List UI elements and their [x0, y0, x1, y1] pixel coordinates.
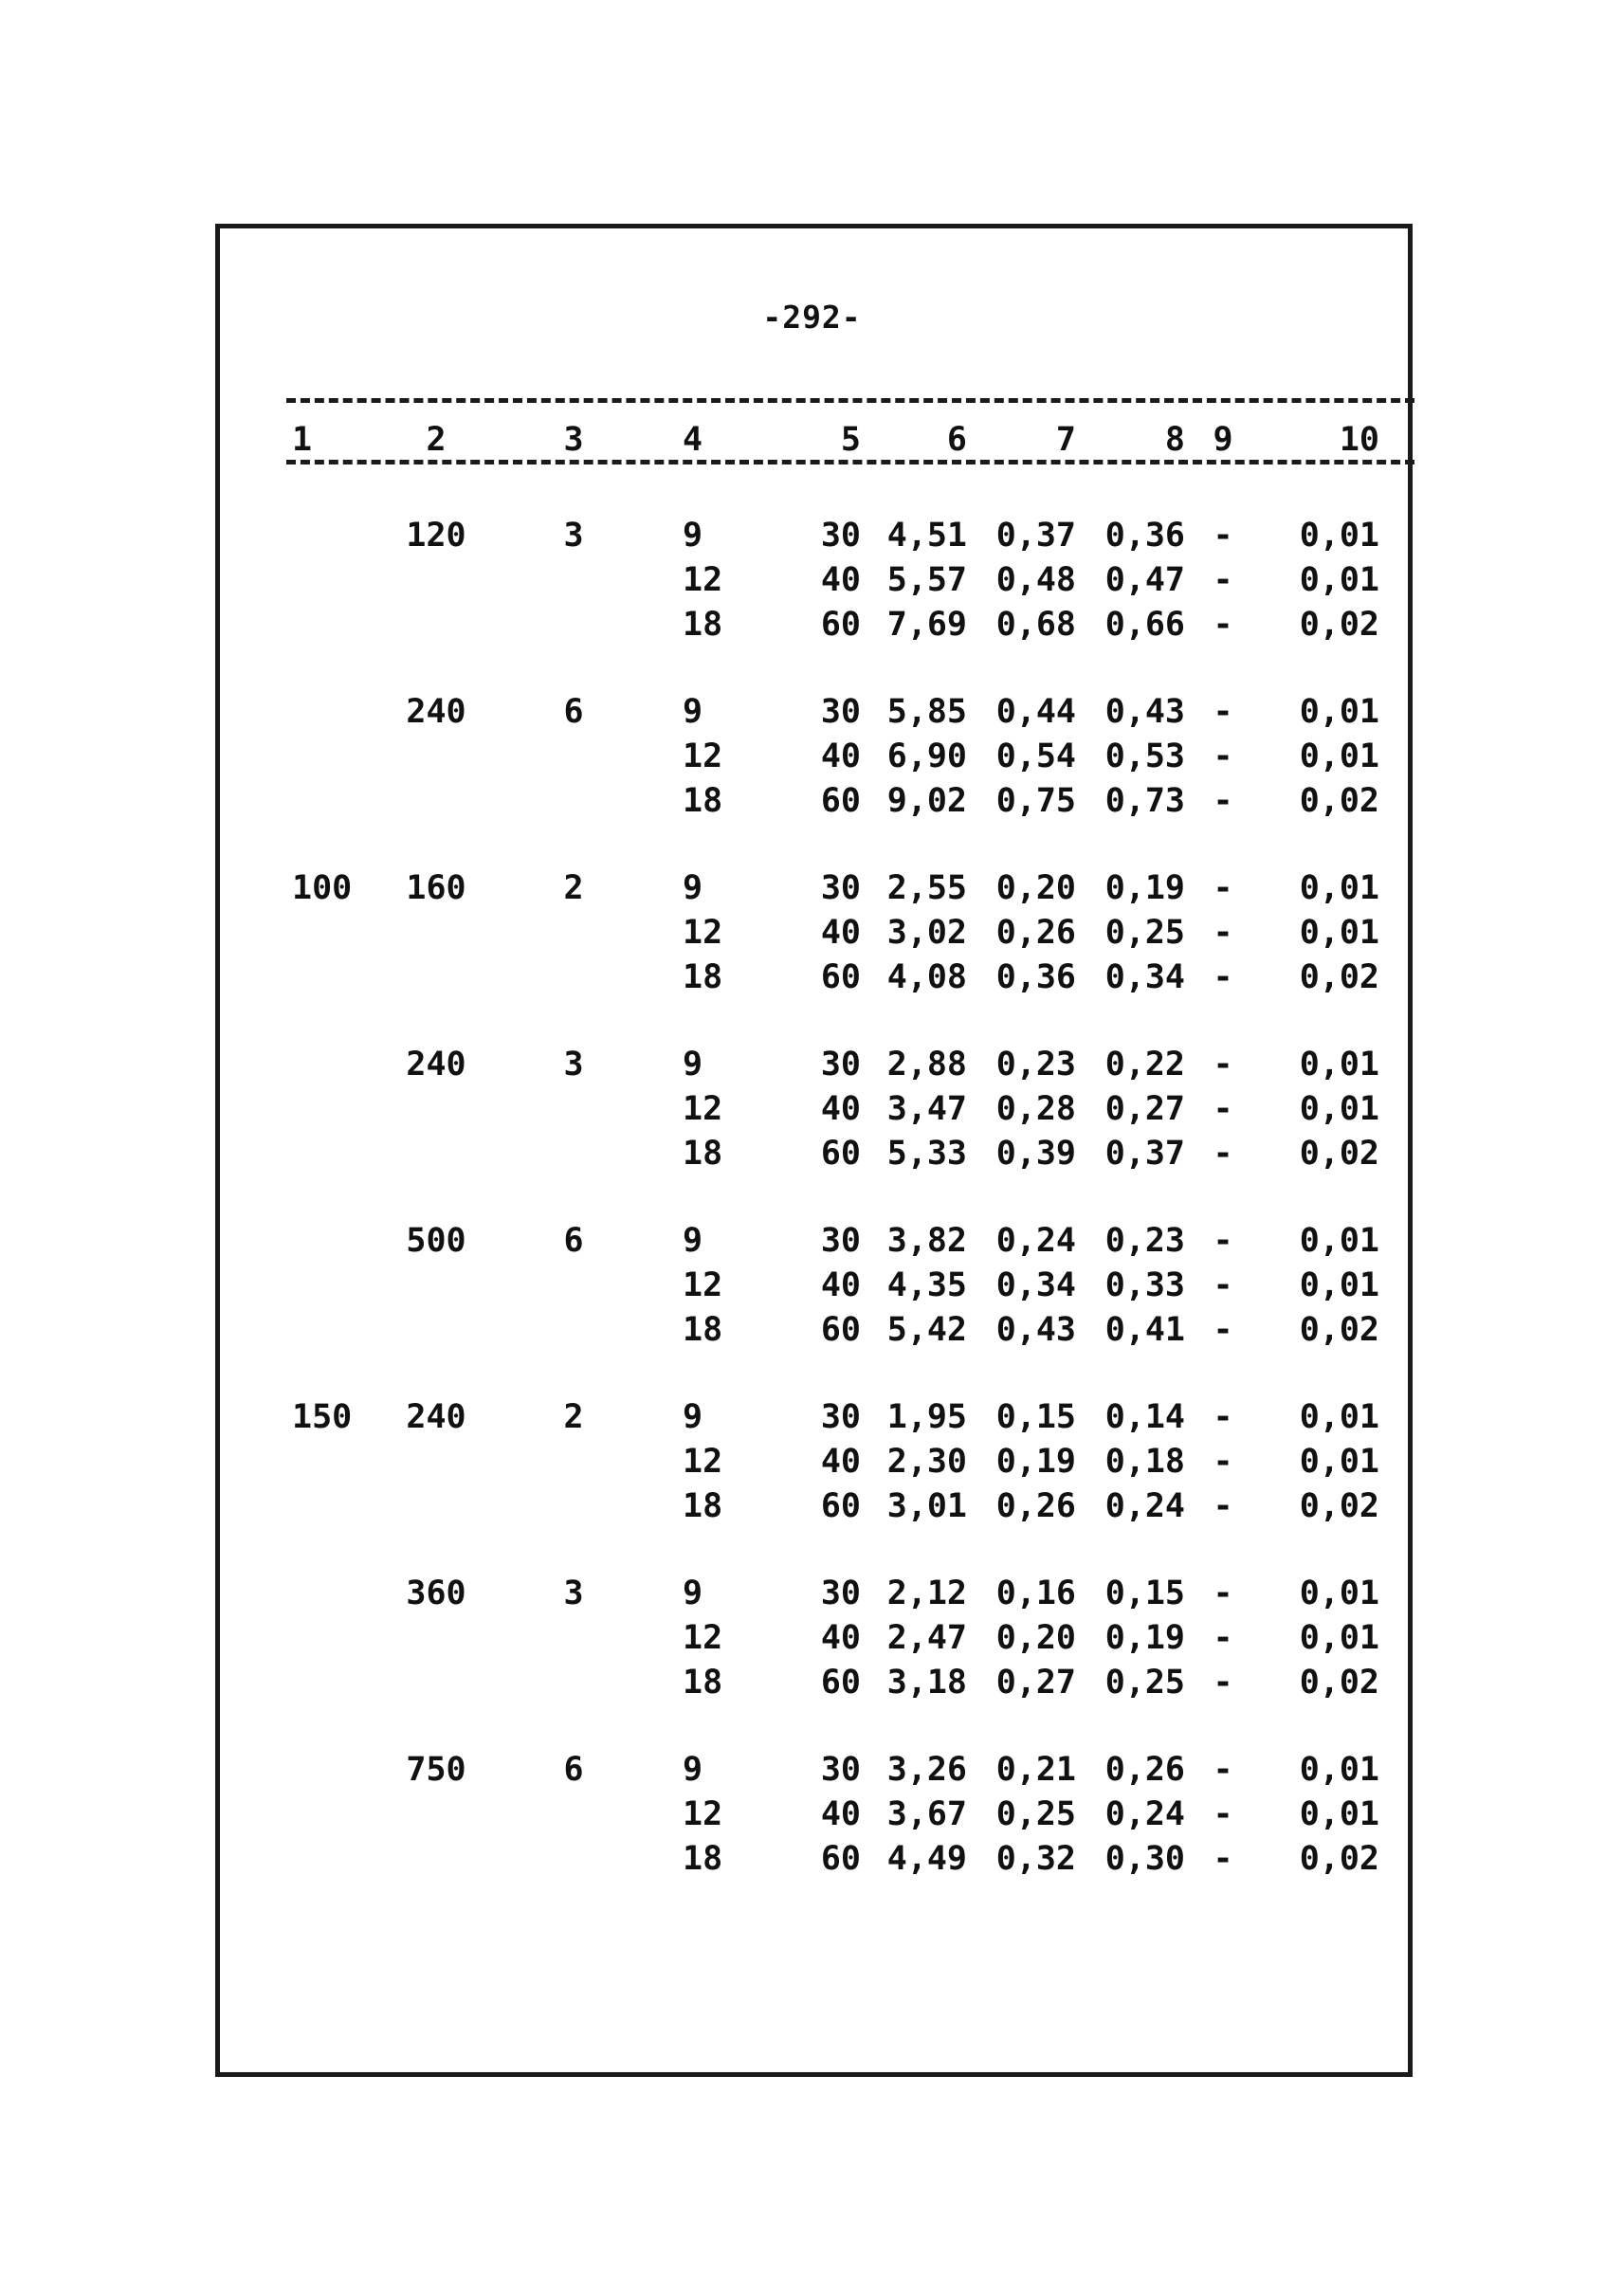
table-cell-col-2: 120 [406, 517, 466, 555]
table-cell-col-7: 0,23 [995, 1046, 1076, 1083]
table-cell-col-3: 3 [563, 517, 584, 555]
table-cell-col-2: 750 [406, 1751, 466, 1789]
table-cell-col-4: 18 [683, 1135, 723, 1173]
table-cell-col-6: 3,18 [886, 1664, 967, 1702]
table-cell-col-6: 5,57 [886, 561, 967, 599]
column-header-4: 4 [683, 421, 703, 459]
column-header-8: 8 [1164, 421, 1185, 459]
header-bottom-rule [286, 460, 1414, 464]
table-cell-col-4: 18 [683, 1840, 723, 1878]
table-cell-col-6: 4,35 [886, 1266, 967, 1304]
table-cell-col-4: 9 [683, 1575, 703, 1612]
table-cell-col-2: 360 [406, 1575, 466, 1612]
table-cell-col-9: - [1213, 561, 1233, 599]
table-cell-col-8: 0,23 [1104, 1222, 1185, 1260]
table-cell-col-10: 0,01 [1299, 1443, 1379, 1481]
table-cell-col-5: 40 [820, 914, 861, 952]
table-cell-col-5: 30 [820, 693, 861, 731]
table-cell-col-7: 0,44 [995, 693, 1076, 731]
column-header-10: 10 [1339, 421, 1379, 459]
table-cell-col-2: 240 [406, 1046, 466, 1083]
table-cell-col-2: 500 [406, 1222, 466, 1260]
table-cell-col-10: 0,01 [1299, 1398, 1379, 1436]
table-cell-col-5: 40 [820, 1090, 861, 1128]
table-cell-col-4: 9 [683, 1222, 703, 1260]
table-cell-col-7: 0,43 [995, 1311, 1076, 1349]
table-cell-col-7: 0,26 [995, 914, 1076, 952]
table-cell-col-10: 0,01 [1299, 561, 1379, 599]
table-cell-col-6: 3,02 [886, 914, 967, 952]
table-cell-col-8: 0,34 [1104, 958, 1185, 996]
table-cell-col-9: - [1213, 1222, 1233, 1260]
header-top-rule [286, 398, 1414, 403]
table-cell-col-7: 0,19 [995, 1443, 1076, 1481]
table-cell-col-4: 12 [683, 914, 723, 952]
table-cell-col-5: 60 [820, 606, 861, 644]
table-cell-col-6: 5,42 [886, 1311, 967, 1349]
table-cell-col-7: 0,21 [995, 1751, 1076, 1789]
table-cell-col-7: 0,48 [995, 561, 1076, 599]
table-cell-col-4: 18 [683, 782, 723, 820]
table-cell-col-7: 0,26 [995, 1487, 1076, 1525]
table-cell-col-7: 0,32 [995, 1840, 1076, 1878]
table-cell-col-10: 0,02 [1299, 1664, 1379, 1702]
table-cell-col-4: 12 [683, 1090, 723, 1128]
table-cell-col-4: 9 [683, 869, 703, 907]
table-cell-col-4: 12 [683, 561, 723, 599]
table-cell-col-7: 0,28 [995, 1090, 1076, 1128]
table-cell-col-5: 30 [820, 869, 861, 907]
table-cell-col-10: 0,02 [1299, 1487, 1379, 1525]
table-cell-col-3: 6 [563, 1222, 584, 1260]
table-cell-col-4: 9 [683, 1398, 703, 1436]
table-cell-col-10: 0,01 [1299, 1795, 1379, 1833]
table-cell-col-10: 0,01 [1299, 1751, 1379, 1789]
table-cell-col-6: 3,26 [886, 1751, 967, 1789]
table-cell-col-4: 18 [683, 1487, 723, 1525]
column-header-7: 7 [1055, 421, 1076, 459]
table-cell-col-9: - [1213, 1575, 1233, 1612]
table-cell-col-5: 30 [820, 1222, 861, 1260]
table-cell-col-8: 0,25 [1104, 1664, 1185, 1702]
table-cell-col-5: 60 [820, 958, 861, 996]
table-cell-col-10: 0,01 [1299, 1619, 1379, 1657]
table-cell-col-8: 0,36 [1104, 517, 1185, 555]
table-cell-col-6: 1,95 [886, 1398, 967, 1436]
table-cell-col-9: - [1213, 1751, 1233, 1789]
table-cell-col-8: 0,37 [1104, 1135, 1185, 1173]
table-cell-col-7: 0,15 [995, 1398, 1076, 1436]
table-cell-col-5: 40 [820, 737, 861, 775]
table-cell-col-8: 0,15 [1104, 1575, 1185, 1612]
table-cell-col-10: 0,02 [1299, 958, 1379, 996]
table-cell-col-9: - [1213, 1795, 1233, 1833]
table-cell-col-6: 2,47 [886, 1619, 967, 1657]
table-cell-col-5: 40 [820, 1795, 861, 1833]
table-cell-col-8: 0,47 [1104, 561, 1185, 599]
table-cell-col-8: 0,19 [1104, 869, 1185, 907]
table-cell-col-4: 12 [683, 1619, 723, 1657]
table-cell-col-6: 6,90 [886, 737, 967, 775]
table-cell-col-5: 40 [820, 1266, 861, 1304]
table-cell-col-10: 0,02 [1299, 606, 1379, 644]
table-cell-col-7: 0,16 [995, 1575, 1076, 1612]
table-cell-col-7: 0,37 [995, 517, 1076, 555]
table-cell-col-9: - [1213, 869, 1233, 907]
table-cell-col-10: 0,01 [1299, 1046, 1379, 1083]
table-cell-col-1: 100 [292, 869, 353, 907]
table-cell-col-9: - [1213, 1840, 1233, 1878]
table-cell-col-9: - [1213, 914, 1233, 952]
table-cell-col-8: 0,24 [1104, 1487, 1185, 1525]
table-cell-col-6: 2,30 [886, 1443, 967, 1481]
table-cell-col-4: 12 [683, 1443, 723, 1481]
table-cell-col-9: - [1213, 1266, 1233, 1304]
table-cell-col-8: 0,18 [1104, 1443, 1185, 1481]
table-cell-col-6: 5,33 [886, 1135, 967, 1173]
table-cell-col-6: 9,02 [886, 782, 967, 820]
table-cell-col-9: - [1213, 737, 1233, 775]
table-cell-col-8: 0,25 [1104, 914, 1185, 952]
table-cell-col-6: 5,85 [886, 693, 967, 731]
table-cell-col-7: 0,36 [995, 958, 1076, 996]
table-cell-col-7: 0,20 [995, 869, 1076, 907]
table-cell-col-10: 0,02 [1299, 782, 1379, 820]
table-cell-col-2: 160 [406, 869, 466, 907]
table-cell-col-9: - [1213, 1443, 1233, 1481]
table-cell-col-5: 30 [820, 1575, 861, 1612]
table-cell-col-6: 2,88 [886, 1046, 967, 1083]
table-cell-col-5: 30 [820, 1751, 861, 1789]
table-cell-col-7: 0,39 [995, 1135, 1076, 1173]
table-cell-col-6: 4,08 [886, 958, 967, 996]
table-cell-col-3: 6 [563, 1751, 584, 1789]
table-cell-col-7: 0,27 [995, 1664, 1076, 1702]
table-cell-col-4: 18 [683, 958, 723, 996]
table-cell-col-10: 0,01 [1299, 517, 1379, 555]
table-cell-col-6: 3,82 [886, 1222, 967, 1260]
column-header-9: 9 [1213, 421, 1233, 459]
table-cell-col-9: - [1213, 1090, 1233, 1128]
table-cell-col-8: 0,14 [1104, 1398, 1185, 1436]
column-header-6: 6 [946, 421, 967, 459]
table-cell-col-10: 0,01 [1299, 914, 1379, 952]
table-cell-col-5: 30 [820, 517, 861, 555]
table-cell-col-10: 0,01 [1299, 1090, 1379, 1128]
table-cell-col-3: 6 [563, 693, 584, 731]
table-cell-col-5: 30 [820, 1046, 861, 1083]
table-cell-col-1: 150 [292, 1398, 353, 1436]
table-cell-col-10: 0,02 [1299, 1311, 1379, 1349]
table-cell-col-3: 3 [563, 1046, 584, 1083]
table-cell-col-4: 18 [683, 1311, 723, 1349]
table-cell-col-3: 2 [563, 869, 584, 907]
table-cell-col-3: 2 [563, 1398, 584, 1436]
table-cell-col-6: 3,47 [886, 1090, 967, 1128]
table-cell-col-10: 0,01 [1299, 1266, 1379, 1304]
table-cell-col-10: 0,01 [1299, 693, 1379, 731]
table-cell-col-8: 0,27 [1104, 1090, 1185, 1128]
table-cell-col-4: 9 [683, 693, 703, 731]
table-cell-col-8: 0,30 [1104, 1840, 1185, 1878]
table-cell-col-6: 4,49 [886, 1840, 967, 1878]
table-cell-col-5: 30 [820, 1398, 861, 1436]
table-cell-col-5: 40 [820, 1619, 861, 1657]
table-cell-col-4: 12 [683, 1795, 723, 1833]
table-cell-col-6: 3,67 [886, 1795, 967, 1833]
table-cell-col-8: 0,66 [1104, 606, 1185, 644]
table-cell-col-6: 2,55 [886, 869, 967, 907]
table-cell-col-8: 0,22 [1104, 1046, 1185, 1083]
table-cell-col-4: 9 [683, 1046, 703, 1083]
table-cell-col-4: 18 [683, 1664, 723, 1702]
table-cell-col-9: - [1213, 517, 1233, 555]
table-cell-col-9: - [1213, 1619, 1233, 1657]
page-number: -292- [762, 299, 862, 336]
table-cell-col-5: 60 [820, 1311, 861, 1349]
table-cell-col-10: 0,02 [1299, 1135, 1379, 1173]
table-cell-col-10: 0,01 [1299, 737, 1379, 775]
table-cell-col-5: 40 [820, 561, 861, 599]
table-cell-col-5: 60 [820, 1135, 861, 1173]
table-cell-col-9: - [1213, 1135, 1233, 1173]
table-cell-col-7: 0,75 [995, 782, 1076, 820]
table-cell-col-6: 4,51 [886, 517, 967, 555]
table-cell-col-9: - [1213, 606, 1233, 644]
table-cell-col-6: 7,69 [886, 606, 967, 644]
column-header-5: 5 [840, 421, 861, 459]
table-cell-col-4: 9 [683, 517, 703, 555]
column-header-1: 1 [292, 421, 313, 459]
table-cell-col-7: 0,24 [995, 1222, 1076, 1260]
table-cell-col-9: - [1213, 1046, 1233, 1083]
table-cell-col-9: - [1213, 1487, 1233, 1525]
table-cell-col-5: 60 [820, 1487, 861, 1525]
table-cell-col-8: 0,24 [1104, 1795, 1185, 1833]
table-cell-col-4: 9 [683, 1751, 703, 1789]
table-cell-col-4: 12 [683, 1266, 723, 1304]
table-cell-col-5: 60 [820, 782, 861, 820]
table-cell-col-9: - [1213, 1398, 1233, 1436]
table-cell-col-8: 0,19 [1104, 1619, 1185, 1657]
table-cell-col-2: 240 [406, 693, 466, 731]
table-cell-col-2: 240 [406, 1398, 466, 1436]
table-cell-col-6: 3,01 [886, 1487, 967, 1525]
table-cell-col-9: - [1213, 782, 1233, 820]
table-cell-col-10: 0,01 [1299, 1575, 1379, 1612]
column-header-2: 2 [426, 421, 447, 459]
table-cell-col-7: 0,34 [995, 1266, 1076, 1304]
table-cell-col-8: 0,73 [1104, 782, 1185, 820]
table-cell-col-9: - [1213, 1664, 1233, 1702]
table-cell-col-9: - [1213, 693, 1233, 731]
table-cell-col-5: 60 [820, 1840, 861, 1878]
table-cell-col-3: 3 [563, 1575, 584, 1612]
table-cell-col-7: 0,54 [995, 737, 1076, 775]
table-cell-col-10: 0,01 [1299, 869, 1379, 907]
table-cell-col-8: 0,43 [1104, 693, 1185, 731]
table-cell-col-8: 0,41 [1104, 1311, 1185, 1349]
table-cell-col-7: 0,25 [995, 1795, 1076, 1833]
table-cell-col-10: 0,01 [1299, 1222, 1379, 1260]
table-cell-col-9: - [1213, 958, 1233, 996]
table-cell-col-7: 0,68 [995, 606, 1076, 644]
table-cell-col-5: 40 [820, 1443, 861, 1481]
table-cell-col-10: 0,02 [1299, 1840, 1379, 1878]
table-cell-col-6: 2,12 [886, 1575, 967, 1612]
column-header-3: 3 [563, 421, 584, 459]
table-cell-col-8: 0,53 [1104, 737, 1185, 775]
table-cell-col-5: 60 [820, 1664, 861, 1702]
table-cell-col-4: 18 [683, 606, 723, 644]
table-cell-col-8: 0,26 [1104, 1751, 1185, 1789]
table-cell-col-7: 0,20 [995, 1619, 1076, 1657]
table-cell-col-4: 12 [683, 737, 723, 775]
table-cell-col-9: - [1213, 1311, 1233, 1349]
table-cell-col-8: 0,33 [1104, 1266, 1185, 1304]
